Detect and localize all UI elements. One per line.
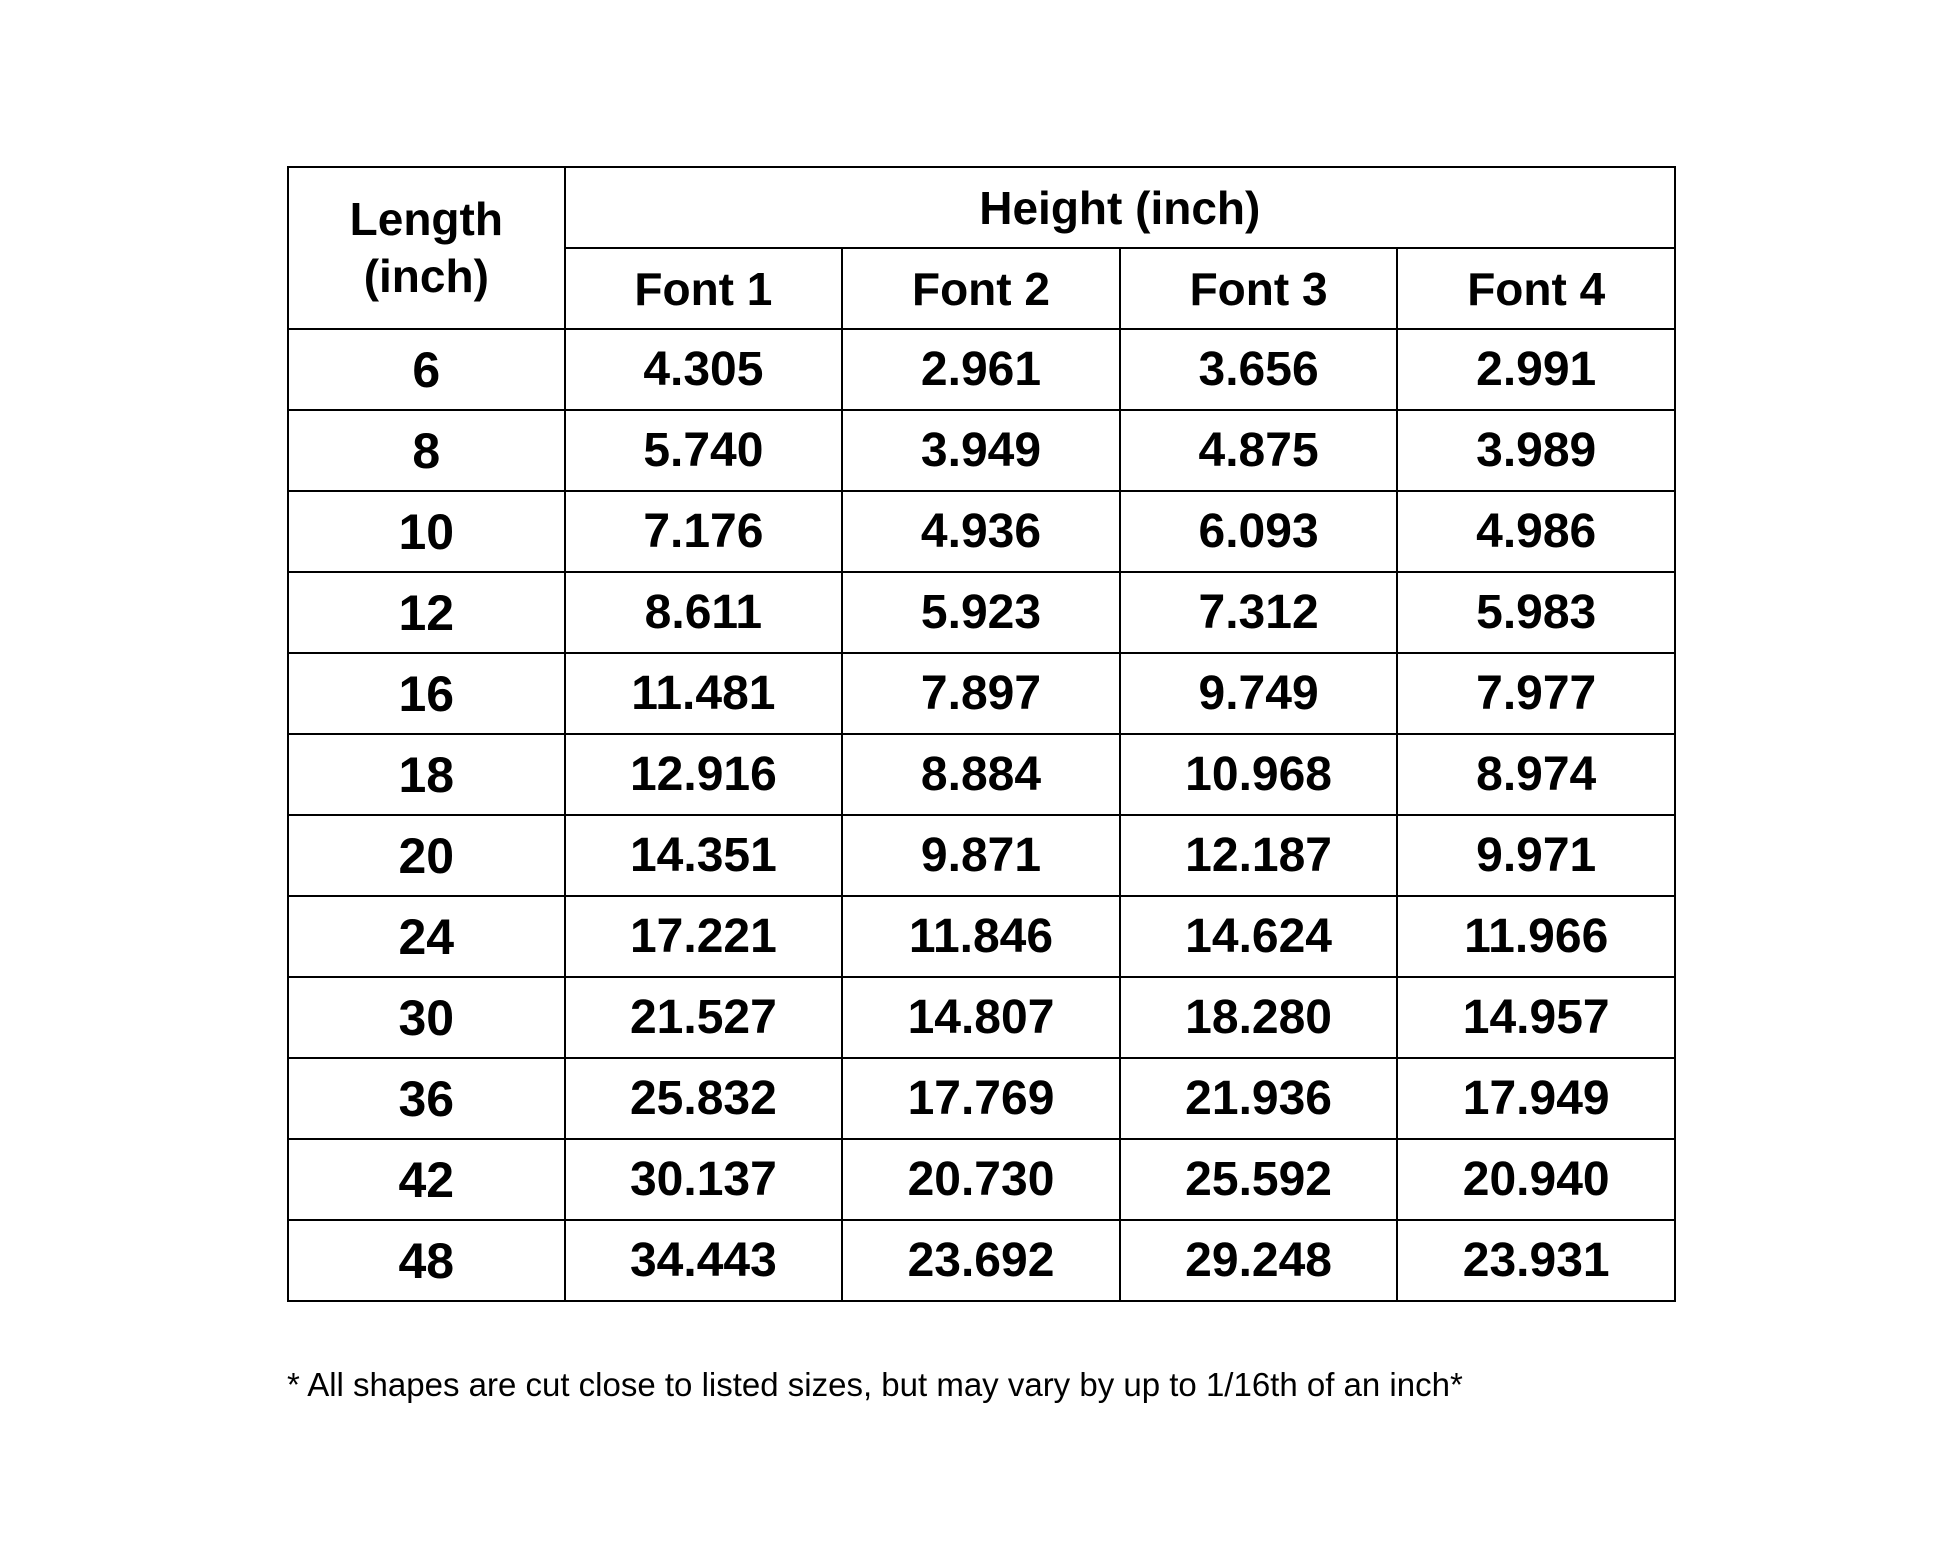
height-cell-font-4: 17.949 [1397, 1058, 1675, 1139]
table-row [288, 1058, 1675, 1139]
height-cell-font-1: 11.481 [565, 653, 843, 734]
height-cell-font-4: 7.977 [1397, 653, 1675, 734]
height-cell-font-2: 5.923 [842, 572, 1120, 653]
height-cell-font-3: 29.248 [1120, 1220, 1398, 1301]
height-cell-font-2: 17.769 [842, 1058, 1120, 1139]
height-cell-font-3: 3.656 [1120, 329, 1398, 410]
length-cell: 6 [288, 329, 565, 410]
length-cell: 30 [288, 977, 565, 1058]
font-3-header: Font 3 [1120, 248, 1398, 329]
height-cell-font-1: 25.832 [565, 1058, 843, 1139]
height-cell-font-3: 7.312 [1120, 572, 1398, 653]
height-cell-font-2: 20.730 [842, 1139, 1120, 1220]
table-row [288, 572, 1675, 653]
length-column-header [288, 167, 565, 329]
table-row [288, 653, 1675, 734]
height-cell-font-4: 14.957 [1397, 977, 1675, 1058]
height-cell-font-2: 11.846 [842, 896, 1120, 977]
table-row [288, 896, 1675, 977]
height-cell-font-1: 4.305 [565, 329, 843, 410]
height-cell-font-1: 17.221 [565, 896, 843, 977]
header-row-top [288, 167, 1675, 248]
table-row [288, 1139, 1675, 1220]
table-row [288, 491, 1675, 572]
footnote: * All shapes are cut close to listed sizes, but may vary by up to 1/16th of an inch* [287, 1366, 1463, 1403]
height-cell-font-3: 4.875 [1120, 410, 1398, 491]
height-cell-font-4: 2.991 [1397, 329, 1675, 410]
table-row [288, 977, 1675, 1058]
height-cell-font-3: 9.749 [1120, 653, 1398, 734]
height-cell-font-2: 23.692 [842, 1220, 1120, 1301]
height-cell-font-1: 14.351 [565, 815, 843, 896]
table-row [288, 734, 1675, 815]
height-cell-font-4: 8.974 [1397, 734, 1675, 815]
length-cell: 20 [288, 815, 565, 896]
height-cell-font-2: 4.936 [842, 491, 1120, 572]
table-row [288, 815, 1675, 896]
length-cell: 48 [288, 1220, 565, 1301]
height-cell-font-3: 21.936 [1120, 1058, 1398, 1139]
font-4-header: Font 4 [1397, 248, 1675, 329]
table-row [288, 329, 1675, 410]
height-cell-font-1: 8.611 [565, 572, 843, 653]
height-cell-font-4: 20.940 [1397, 1139, 1675, 1220]
length-cell: 18 [288, 734, 565, 815]
height-cell-font-4: 4.986 [1397, 491, 1675, 572]
height-cell-font-3: 14.624 [1120, 896, 1398, 977]
height-cell-font-2: 3.949 [842, 410, 1120, 491]
height-cell-font-4: 11.966 [1397, 896, 1675, 977]
height-cell-font-3: 6.093 [1120, 491, 1398, 572]
height-cell-font-2: 8.884 [842, 734, 1120, 815]
height-cell-font-2: 14.807 [842, 977, 1120, 1058]
height-cell-font-3: 25.592 [1120, 1139, 1398, 1220]
size-chart-table [287, 166, 1676, 1302]
height-cell-font-3: 12.187 [1120, 815, 1398, 896]
height-cell-font-3: 10.968 [1120, 734, 1398, 815]
height-cell-font-4: 3.989 [1397, 410, 1675, 491]
height-cell-font-1: 7.176 [565, 491, 843, 572]
height-cell-font-3: 18.280 [1120, 977, 1398, 1058]
height-cell-font-2: 2.961 [842, 329, 1120, 410]
font-2-header: Font 2 [842, 248, 1120, 329]
height-group-header: Height (inch) [565, 167, 1675, 248]
length-cell: 16 [288, 653, 565, 734]
length-cell: 10 [288, 491, 565, 572]
length-header-unit: (inch) [363, 250, 489, 302]
height-cell-font-1: 30.137 [565, 1139, 843, 1220]
height-cell-font-1: 5.740 [565, 410, 843, 491]
font-1-header: Font 1 [565, 248, 843, 329]
height-cell-font-4: 23.931 [1397, 1220, 1675, 1301]
table-body [288, 329, 1675, 1301]
length-cell: 36 [288, 1058, 565, 1139]
length-cell: 12 [288, 572, 565, 653]
height-cell-font-4: 5.983 [1397, 572, 1675, 653]
height-cell-font-1: 21.527 [565, 977, 843, 1058]
length-cell: 8 [288, 410, 565, 491]
height-cell-font-2: 9.871 [842, 815, 1120, 896]
length-header-label: Length [349, 192, 503, 245]
table-row [288, 1220, 1675, 1301]
table-row [288, 410, 1675, 491]
height-cell-font-1: 34.443 [565, 1220, 843, 1301]
height-cell-font-2: 7.897 [842, 653, 1120, 734]
length-cell: 42 [288, 1139, 565, 1220]
height-cell-font-4: 9.971 [1397, 815, 1675, 896]
length-cell: 24 [288, 896, 565, 977]
height-cell-font-1: 12.916 [565, 734, 843, 815]
